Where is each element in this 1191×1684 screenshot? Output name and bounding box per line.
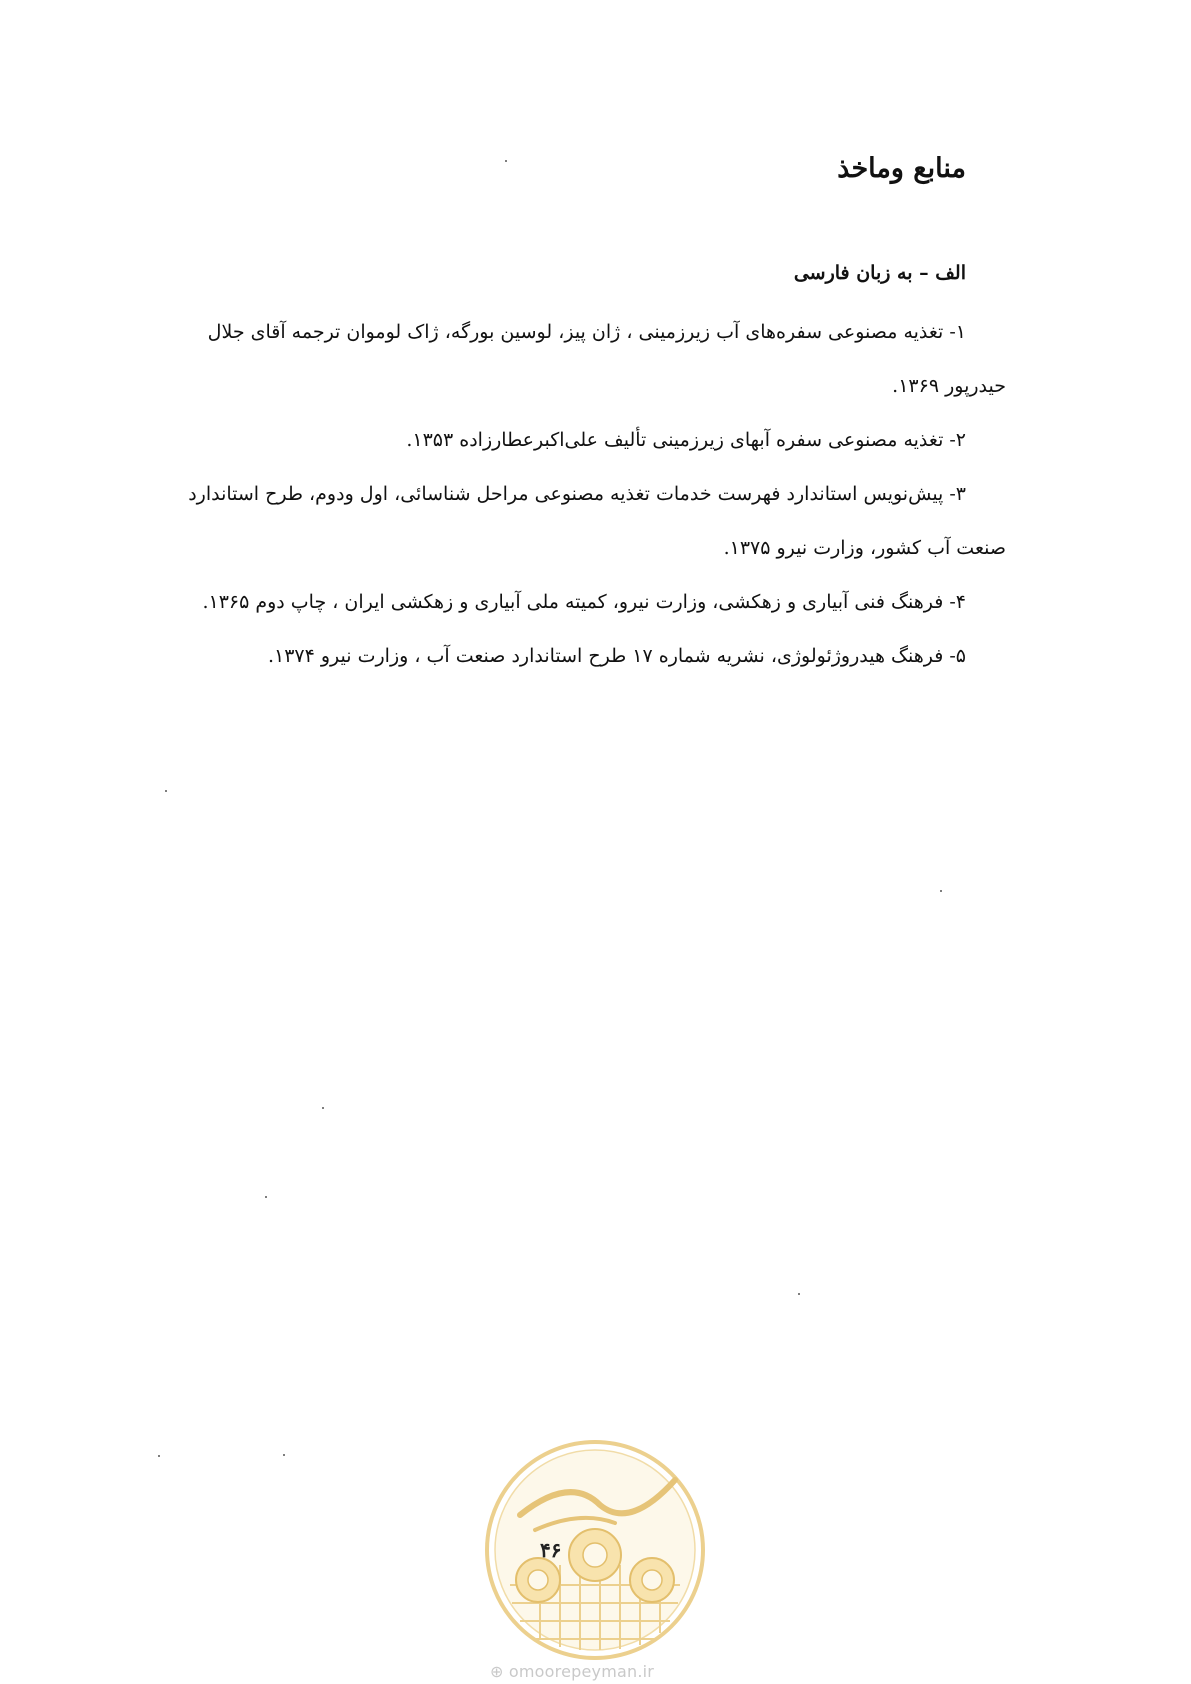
page-title: منابع وماخذ	[837, 153, 966, 184]
reference-number: ۳-	[949, 483, 966, 505]
reference-text: فرهنگ فنی آبیاری و زهکشی، وزارت نیرو، کمیته ملی آبیاری و زهکشی ایران ، چاپ دوم ۱۳۶۵.	[202, 591, 944, 613]
reference-item-4	[85, 575, 966, 629]
reference-item-2	[85, 413, 966, 467]
reference-text: فرهنگ هیدروژئولوژی، نشریه شماره ۱۷ طرح استاندارد صنعت آب ، وزارت نیرو ۱۳۷۴.	[267, 645, 944, 667]
watermark-site-text: omoorepeyman.ir	[508, 1662, 655, 1681]
page-number: ۴۶	[540, 1538, 562, 1562]
scan-speck	[158, 1455, 160, 1457]
scan-speck	[940, 890, 942, 892]
scan-speck	[265, 1196, 267, 1198]
reference-list	[85, 305, 1006, 683]
scan-speck	[798, 1293, 800, 1295]
reference-text: پیش‌نویس استاندارد فهرست خدمات تغذیه مصنوعی مراحل شناسائی، اول ودوم، طرح استاندارد	[188, 483, 944, 505]
watermark-site	[490, 1662, 654, 1681]
globe-icon: ⊕	[490, 1662, 504, 1681]
section-heading: الف – به زبان فارسی	[793, 262, 966, 284]
reference-number: ۴-	[949, 591, 966, 613]
scan-speck	[505, 160, 507, 162]
reference-continuation: حیدرپور ۱۳۶۹.	[892, 375, 1006, 397]
scan-speck	[165, 790, 167, 792]
scan-speck	[283, 1454, 285, 1456]
reference-item-5	[85, 629, 966, 683]
reference-text: تغذیه مصنوعی سفره‌های آب زیرزمینی ، ژان پیز، لوسین بورگه، ژاک لوموان ترجمه آقای جلال	[207, 321, 944, 343]
watermark-logo	[480, 1435, 710, 1665]
reference-text: تغذیه مصنوعی سفره آبهای زیرزمینی تألیف علی‌اکبرعطارزاده ۱۳۵۳.	[406, 429, 944, 451]
reference-number: ۲-	[949, 429, 966, 451]
reference-number: ۱-	[949, 321, 966, 343]
reference-item-3	[85, 467, 1006, 575]
reference-item-1	[85, 305, 1006, 413]
reference-number: ۵-	[949, 645, 966, 667]
reference-continuation: صنعت آب کشور، وزارت نیرو ۱۳۷۵.	[723, 537, 1006, 559]
scan-speck	[322, 1107, 324, 1109]
